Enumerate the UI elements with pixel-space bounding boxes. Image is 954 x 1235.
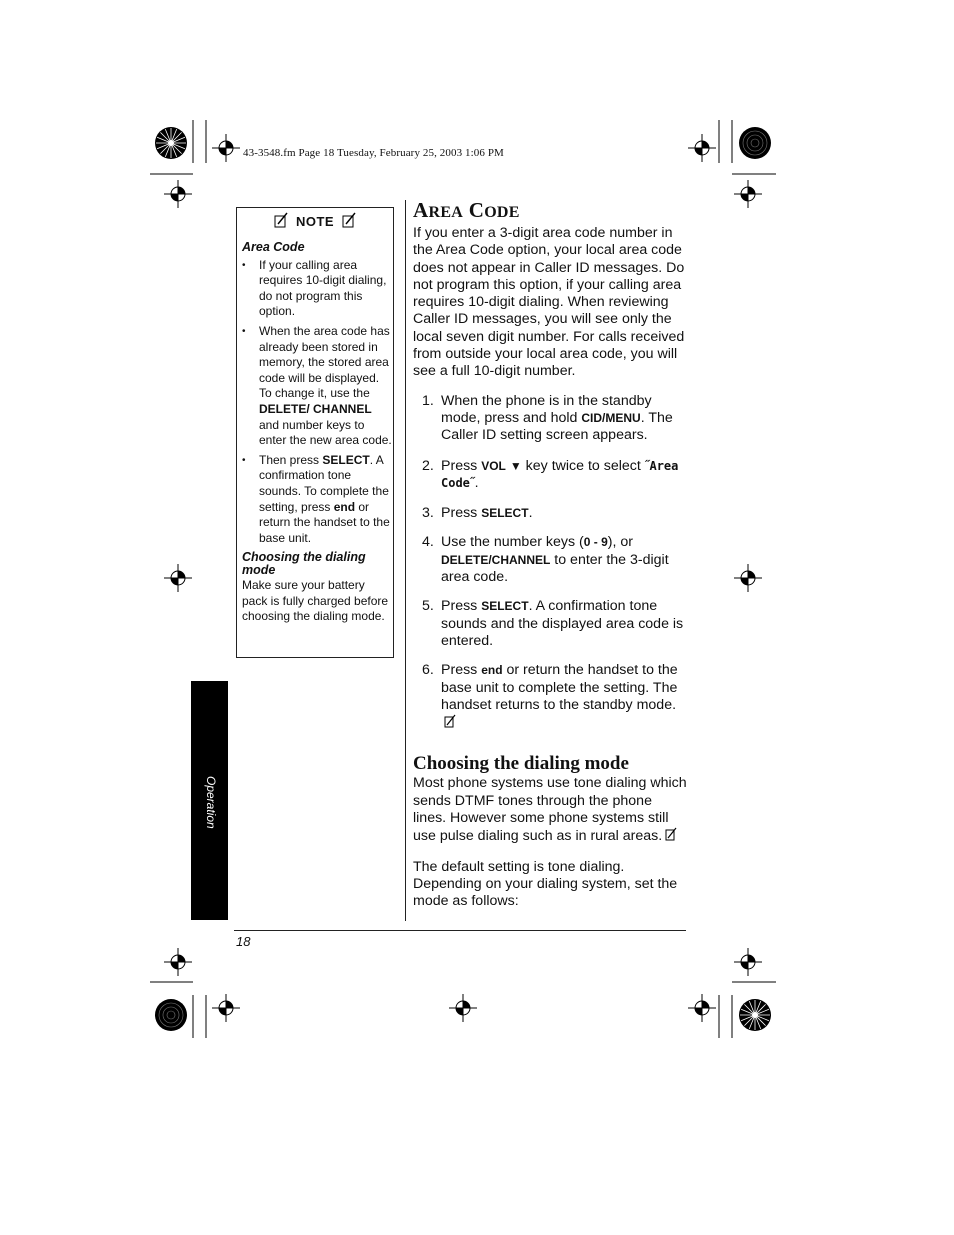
key-name: VOL	[481, 458, 506, 473]
dialing-paragraph-1: Most phone systems use tone dialing which sends DTMF tones through the phone lines. However some phone systems still use pulse dialing such as in rural areas.	[413, 775, 689, 846]
crosshair-registration-icon	[734, 948, 762, 981]
crosshair-registration-icon	[449, 994, 477, 1027]
list-item	[413, 393, 689, 445]
note-subheading-area-code: Area Code	[242, 240, 305, 254]
note-title: NOTE	[295, 214, 335, 229]
list-item	[242, 324, 392, 449]
step-number: 4.	[422, 534, 434, 551]
crosshair-registration-icon	[688, 994, 716, 1027]
step-text: Press	[441, 598, 482, 615]
dialing-paragraph-2: The default setting is tone dialing. Depending on your dialing system, set the mode as follows:	[413, 858, 678, 910]
bullet-text: . A confirmation tone sounds. To complete the setting, press	[259, 452, 389, 514]
crosshair-registration-icon	[164, 180, 192, 213]
step-number: 6.	[422, 662, 434, 679]
key-name: SELECT	[322, 452, 370, 467]
key-name: end	[481, 663, 503, 678]
list-item	[413, 505, 689, 522]
list-item	[242, 258, 392, 320]
step-text: or return the handset to the base unit to complete the setting. The handset returns to the standby mode.	[441, 662, 678, 713]
step-text: . A confirmation tone sounds and the displayed area code is entered.	[441, 598, 684, 649]
crosshair-registration-icon	[164, 948, 192, 981]
step-number: 5.	[422, 598, 434, 615]
crosshair-registration-icon	[212, 134, 240, 167]
note-box	[236, 207, 394, 658]
note-bullet-list	[242, 258, 392, 547]
step-number: 1.	[422, 392, 434, 409]
key-name: SELECT	[481, 599, 529, 614]
bullet-text: and number keys to enter the new area code.	[259, 417, 392, 448]
crosshair-registration-icon	[688, 134, 716, 167]
step-text: ˝.	[469, 474, 479, 491]
crosshair-registration-icon	[164, 564, 192, 597]
file-header-line: 43-3548.fm Page 18 Tuesday, February 25, 2003 1:06 PM	[243, 147, 504, 159]
note-header	[237, 212, 393, 231]
pencil-note-icon	[274, 212, 288, 231]
intro-paragraph: If you enter a 3-digit area code number in the Area Code option, your local area code does not appear in Caller ID messages. Do not program this option, if your calling area requires 10-digit dialing. When reviewing Caller ID messages, you will see only the local seven digit number. For calls received from outside your local area code, you will see a full 10-digit number.	[413, 225, 685, 380]
list-item	[413, 662, 689, 733]
main-column	[413, 198, 689, 911]
footer-rule	[234, 930, 686, 931]
note-dialing-text: Make sure your battery pack is fully charged before choosing the dialing mode.	[242, 578, 389, 624]
step-text: . The Caller ID setting screen appears.	[441, 409, 673, 444]
key-name: end	[333, 499, 356, 514]
step-text: Use the number keys (	[441, 534, 584, 551]
step-text: When the phone is in the standby mode, press and hold	[441, 392, 652, 426]
key-name: 0 - 9	[583, 535, 608, 550]
starburst-target-icon	[738, 998, 772, 1037]
crosshair-registration-icon	[734, 564, 762, 597]
note-content	[242, 240, 392, 625]
starburst-target-icon	[738, 126, 772, 165]
column-divider	[405, 200, 406, 921]
bullet-text: Then press	[259, 452, 323, 467]
starburst-target-icon	[154, 126, 188, 165]
step-text: to enter the 3-digit area code.	[441, 551, 669, 586]
pencil-note-icon	[342, 212, 356, 231]
list-item	[413, 598, 689, 650]
step-text: Press	[441, 457, 482, 474]
down-arrow-icon: ▼	[509, 458, 522, 473]
pencil-note-icon	[665, 827, 677, 846]
step-number: 2.	[422, 457, 434, 474]
pencil-note-icon	[444, 714, 456, 733]
step-text: key twice to select ˝	[521, 457, 650, 474]
step-number: 3.	[422, 505, 434, 522]
steps-list	[413, 393, 689, 734]
section-side-tab	[191, 681, 228, 920]
list-item	[413, 458, 689, 493]
note-subheading-dialing: Choosing the dialing mode	[242, 550, 366, 577]
bullet-text: or return the handset to the base unit.	[259, 499, 390, 545]
starburst-target-icon	[154, 998, 188, 1037]
side-tab-label: Operation	[204, 776, 218, 829]
step-text: .	[528, 505, 533, 522]
key-name: SELECT	[481, 506, 529, 521]
lcd-text: Area Code	[441, 458, 679, 490]
section-title-dialing-mode: Choosing the dialing mode	[413, 753, 629, 775]
section-title-area-code: AREA CODE	[413, 198, 520, 222]
list-item	[242, 453, 392, 547]
step-text: Press	[441, 662, 482, 679]
key-name: CID/MENU	[581, 410, 641, 425]
crosshair-registration-icon	[212, 994, 240, 1027]
bullet-text: If your calling area requires 10-digit dialing, do not program this option.	[259, 257, 387, 319]
key-name: DELETE/CHANNEL	[441, 552, 551, 567]
bullet-text: When the area code has already been stored in memory, the stored area code will be displayed. To change it, use the	[259, 323, 390, 401]
list-item	[413, 534, 689, 586]
crosshair-registration-icon	[734, 180, 762, 213]
step-text: Press	[441, 505, 482, 522]
key-name: DELETE/ CHANNEL	[259, 401, 372, 416]
page-number: 18	[236, 934, 251, 949]
step-text: ), or	[607, 534, 633, 551]
